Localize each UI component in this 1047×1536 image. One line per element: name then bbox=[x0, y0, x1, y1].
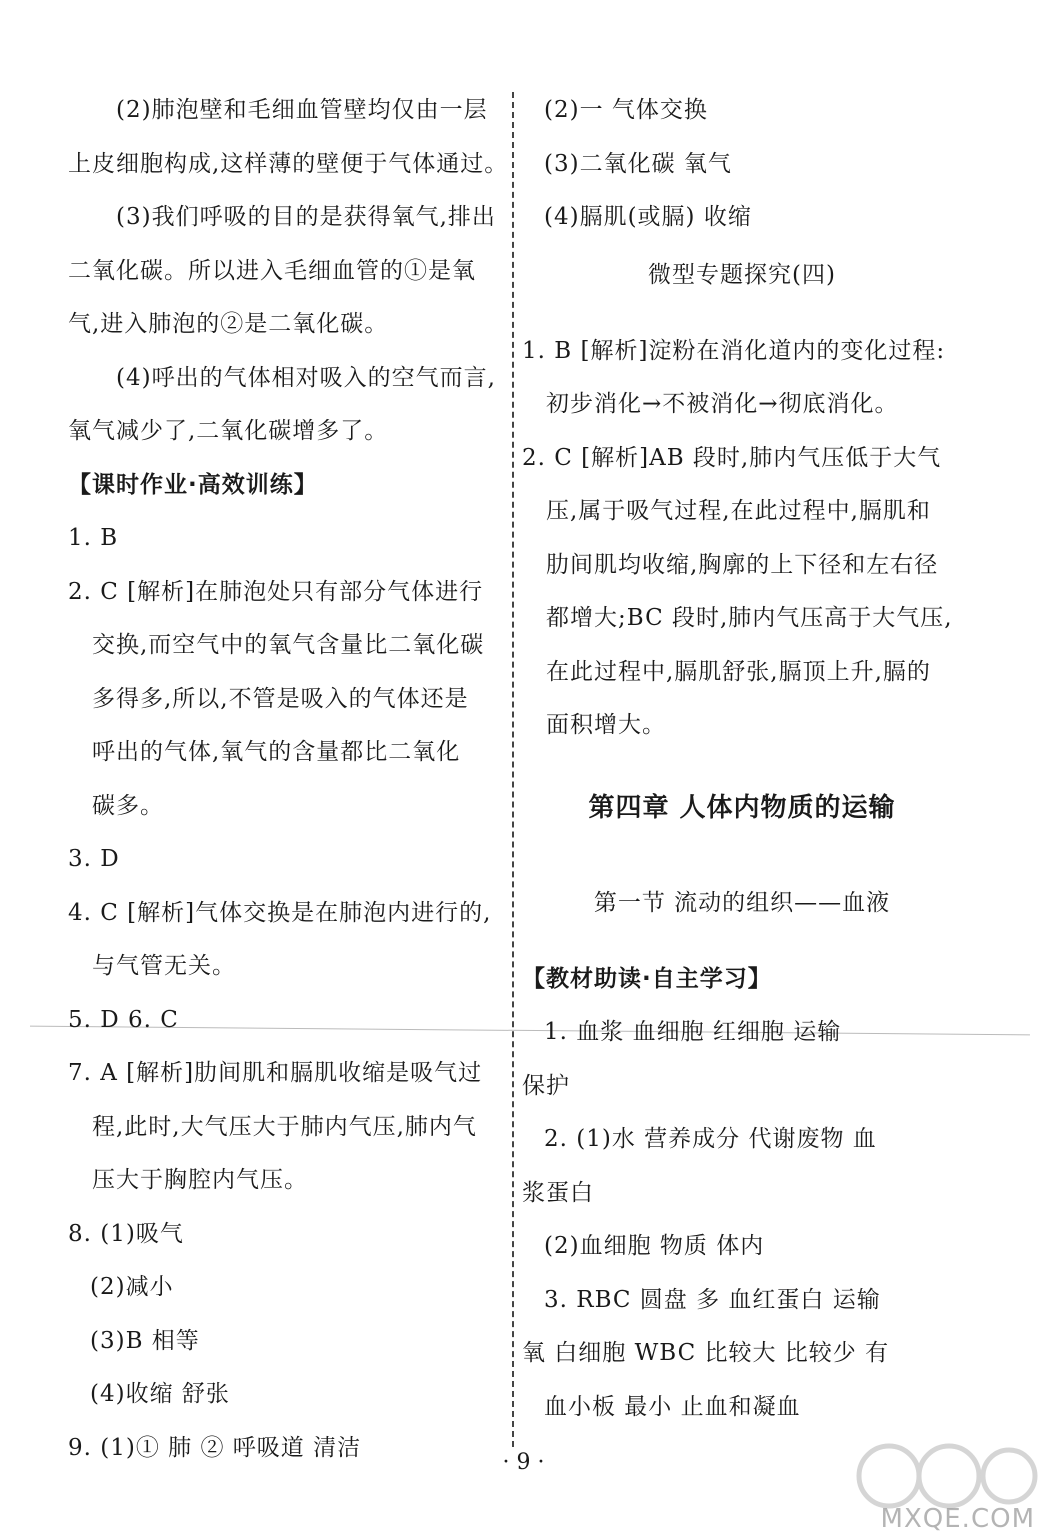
section-heading: 【教材助读·自主学习】 bbox=[522, 965, 772, 992]
answer-item: 9. (1)① 肺 ② 呼吸道 清洁 bbox=[68, 1434, 362, 1461]
text-line: (4)呼出的气体相对吸入的空气而言, bbox=[116, 364, 496, 391]
answer-item: 1. B bbox=[68, 525, 119, 551]
text-line: 呼出的气体,氧气的含量都比二氧化 bbox=[92, 739, 461, 765]
text-line: (3)我们呼吸的目的是获得氧气,排出 bbox=[116, 204, 496, 230]
text-line: 上皮细胞构成,这样薄的壁便于气体通过。 bbox=[68, 150, 509, 177]
text-line: 氧 白细胞 WBC 比较大 比较少 有 bbox=[522, 1340, 890, 1366]
text-line: 血小板 最小 止血和凝血 bbox=[544, 1393, 801, 1420]
text-line: 与气管无关。 bbox=[92, 953, 236, 979]
text-line: 初步消化→不被消化→彻底消化。 bbox=[546, 391, 899, 417]
text-line: 氧气减少了,二氧化碳增多了。 bbox=[68, 418, 389, 444]
right-column bbox=[522, 84, 962, 1434]
answer-item: 4. C [解析]气体交换是在肺泡内进行的, bbox=[68, 899, 492, 926]
text-line: (2)血细胞 物质 体内 bbox=[544, 1233, 765, 1259]
text-line: 交换,而空气中的氧气含量比二氧化碳 bbox=[92, 632, 485, 658]
text-line: 1. 血浆 血细胞 红细胞 运输 bbox=[544, 1019, 842, 1045]
text-line: (2)减小 bbox=[90, 1274, 174, 1300]
page-number: · 9 · bbox=[502, 1450, 545, 1475]
left-column bbox=[68, 84, 509, 1475]
text-line: (4)收缩 舒张 bbox=[90, 1381, 230, 1407]
text-line: 程,此时,大气压大于肺内气压,肺内气 bbox=[92, 1113, 477, 1140]
text-line: 气,进入肺泡的②是二氧化碳。 bbox=[68, 311, 389, 337]
text-line: (2)肺泡壁和毛细血管壁均仅由一层 bbox=[116, 97, 488, 123]
text-line: 面积增大。 bbox=[546, 712, 666, 738]
text-line: 压,属于吸气过程,在此过程中,膈肌和 bbox=[546, 498, 931, 524]
text-line: 碳多。 bbox=[92, 792, 164, 819]
answer-item: 7. A [解析]肋间肌和膈肌收缩是吸气过 bbox=[68, 1060, 483, 1086]
section-title: 微型专题探究(四) bbox=[648, 261, 836, 288]
text-line: 在此过程中,膈肌舒张,膈顶上升,膈的 bbox=[546, 658, 931, 685]
text-line: 压大于胸腔内气压。 bbox=[92, 1167, 308, 1193]
text-line: 多得多,所以,不管是吸入的气体还是 bbox=[92, 685, 469, 712]
column-divider bbox=[512, 92, 514, 1447]
text-line: 浆蛋白 bbox=[522, 1179, 594, 1206]
text-line: (3)二氧化碳 氧气 bbox=[544, 150, 732, 177]
text-line: 都增大;BC 段时,肺内气压高于大气压, bbox=[546, 605, 953, 631]
answer-item: 5. D 6. C bbox=[68, 1006, 179, 1033]
answer-item: 3. D bbox=[68, 846, 120, 872]
chapter-title: 第四章 人体内物质的运输 bbox=[588, 792, 896, 823]
watermark-text: MXQE.COM bbox=[880, 1504, 1035, 1534]
text-line: 3. RBC 圆盘 多 血红蛋白 运输 bbox=[544, 1286, 881, 1313]
text-line: (2)一 气体交换 bbox=[544, 97, 708, 123]
text-line: 肋间肌均收缩,胸廓的上下径和左右径 bbox=[546, 551, 939, 578]
text-line: 保护 bbox=[522, 1072, 570, 1099]
text-line: (4)膈肌(或膈) 收缩 bbox=[544, 204, 752, 230]
text-line: (3)B 相等 bbox=[90, 1327, 200, 1354]
text-line: 二氧化碳。所以进入毛细血管的①是氧 bbox=[68, 257, 476, 284]
answer-item: 2. C [解析]AB 段时,肺内气压低于大气 bbox=[522, 444, 942, 471]
answer-item: 2. C [解析]在肺泡处只有部分气体进行 bbox=[68, 578, 484, 605]
answer-item: 8. (1)吸气 bbox=[68, 1220, 184, 1247]
answer-item: 1. B [解析]淀粉在消化道内的变化过程: bbox=[522, 337, 946, 364]
section-heading: 【课时作业·高效训练】 bbox=[68, 471, 318, 498]
text-line: 2. (1)水 营养成分 代谢废物 血 bbox=[544, 1126, 877, 1152]
section-title: 第一节 流动的组织——血液 bbox=[593, 889, 891, 916]
